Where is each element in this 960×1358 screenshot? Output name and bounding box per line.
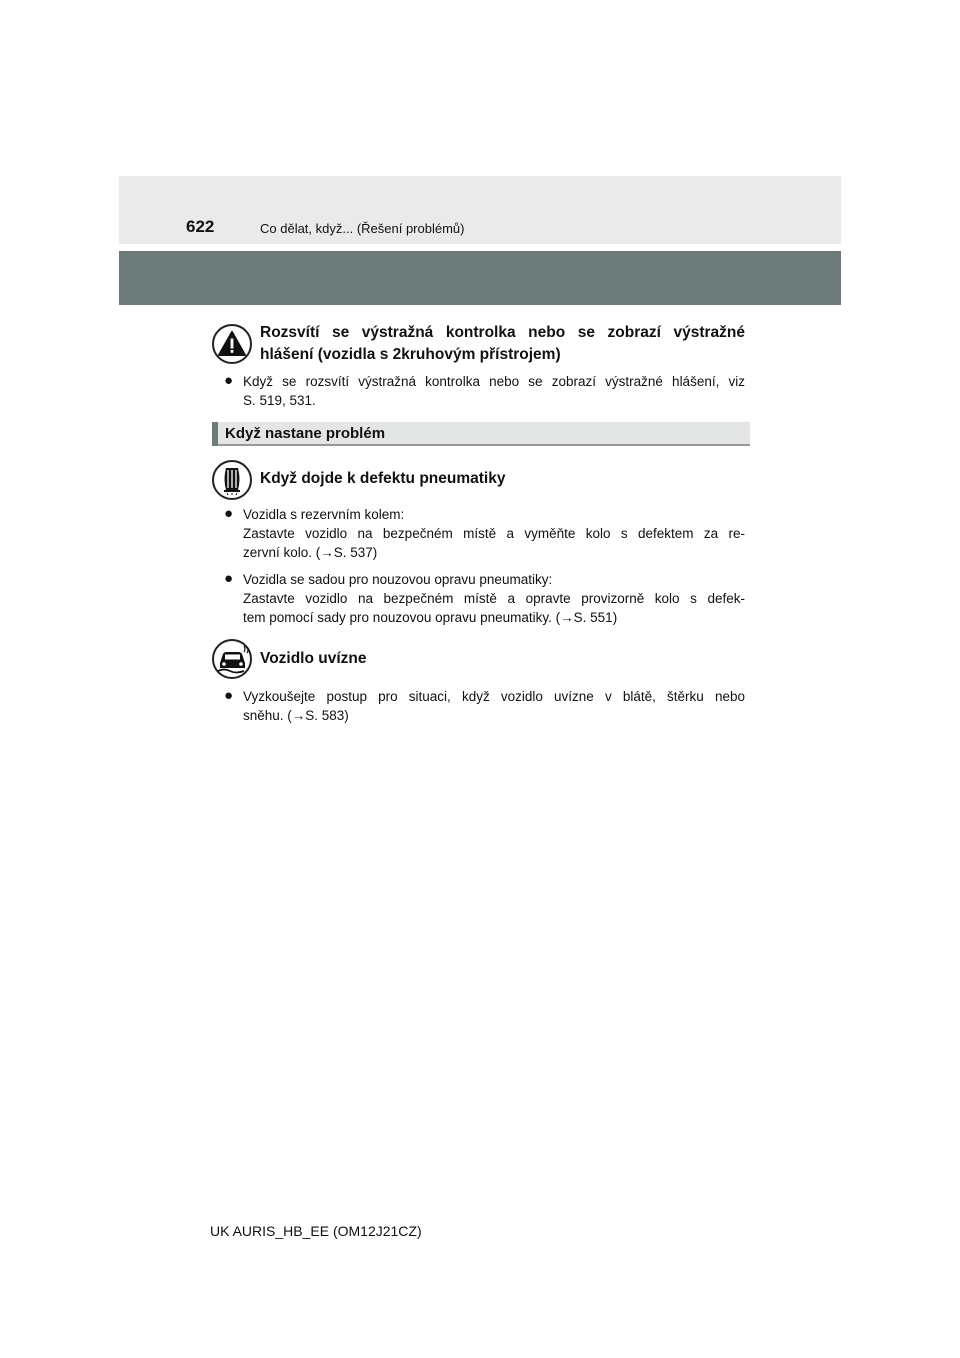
- section-accent: [212, 422, 218, 446]
- stuck-text-line2: sněhu. (→S. 583): [243, 708, 349, 723]
- warning-triangle-icon: [212, 324, 252, 364]
- spare-wheel-line3: zervní kolo. (→S. 537): [243, 545, 378, 560]
- stuck-heading: Vozidlo uvízne: [260, 650, 367, 667]
- bullet: ●: [224, 372, 234, 389]
- section-title: Když nastane problém: [225, 425, 386, 442]
- tire-heading: Když dojde k defektu pneumatiky: [260, 470, 506, 487]
- spare-wheel-line2: Zastavte vozidlo na bezpečném místě a vyměňte kolo s defektem za re-: [243, 526, 745, 541]
- warning-heading-line1: Rozsvítí se výstražná kontrolka nebo se zobrazí výstražné: [260, 324, 745, 341]
- section-banner: [119, 251, 841, 305]
- chapter-title: Co dělat, když... (Řešení problémů): [260, 221, 465, 236]
- bullet: ●: [224, 505, 234, 522]
- section-header: [212, 422, 750, 446]
- stuck-text-line1: Vyzkoušejte postup pro situaci, když vozidlo uvízne v blátě, štěrku nebo: [243, 689, 745, 704]
- page-number: 622: [186, 217, 215, 236]
- flat-tire-icon: [212, 460, 252, 500]
- warning-heading-line2: hlášení (vozidla s 2kruhovým přístrojem): [260, 346, 561, 363]
- bullet: ●: [224, 687, 234, 704]
- bullet: ●: [224, 570, 234, 587]
- repair-kit-line2: Zastavte vozidlo na bezpečném místě a opravte provizorně kolo s defek-: [243, 591, 745, 606]
- repair-kit-line1: Vozidla se sadou pro nouzovou opravu pneumatiky:: [243, 572, 553, 587]
- warning-text-line1: Když se rozsvítí výstražná kontrolka nebo se zobrazí výstražné hlášení, viz: [243, 374, 745, 389]
- spare-wheel-line1: Vozidla s rezervním kolem:: [243, 507, 405, 522]
- footer-model-code: UK AURIS_HB_EE (OM12J21CZ): [210, 1223, 422, 1239]
- header-band: [119, 176, 841, 244]
- stuck-car-icon: [212, 639, 252, 679]
- warning-text-line2: S. 519, 531.: [243, 393, 316, 408]
- repair-kit-line3: tem pomocí sady pro nouzovou opravu pneumatiky. (→S. 551): [243, 610, 618, 625]
